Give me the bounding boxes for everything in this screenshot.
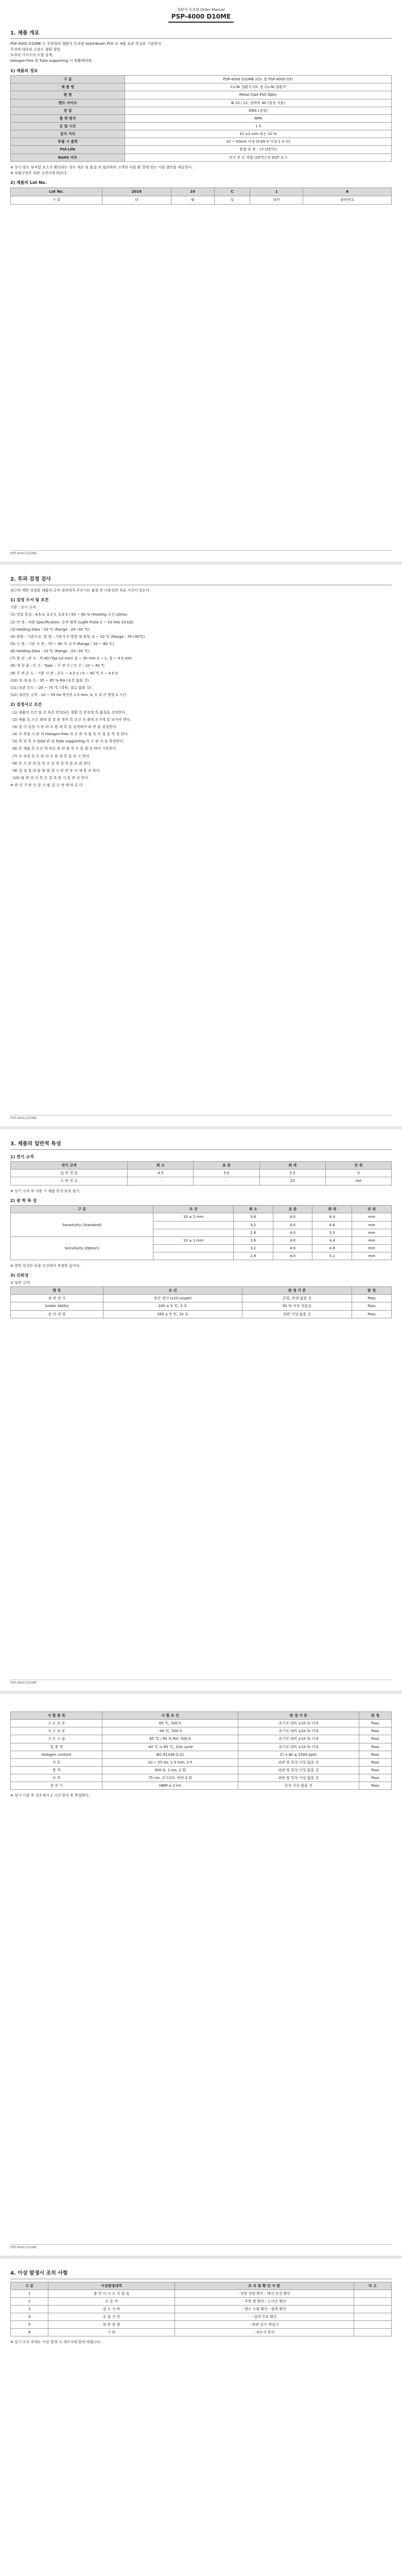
text-line: (8) 특 조 관 과 동 특 조 검 정 결 과 를 보 관 한다. (12, 761, 92, 766)
table-cell: -40 ℃ ↔ 85 ℃, 100 cycle (102, 1743, 238, 1751)
table-cell: 3.2 (233, 1221, 273, 1229)
table-cell: - 제조사 문의 (174, 2329, 354, 2336)
table-cell: 3.2 (233, 1244, 273, 1252)
table-header-cell: 최 대 (312, 1206, 352, 1213)
table-header-cell: 시 험 조 건 (102, 1712, 238, 1720)
table-row (11, 1213, 392, 1221)
table-row (11, 1751, 392, 1758)
table-header-cell: 1 (250, 188, 303, 196)
spec-value: 10 ±1 mm 또는 10 % (125, 130, 392, 138)
opt-group-cell: Sensitivity (Standard) (11, 1213, 153, 1236)
table-header-cell: 최 대 (259, 1162, 325, 1170)
table-cell: - 입력 신호 확인 (174, 2313, 354, 2321)
table-cell: Pass (359, 1743, 391, 1751)
opt-group-cell: Sensitivity (Option) (11, 1236, 153, 1260)
table-cell: Pass (359, 1774, 391, 1782)
spec-value: Metal Clad PSS Optic (125, 91, 392, 99)
elec-table (10, 1161, 392, 1185)
spec-label: 응 답 시간 (11, 123, 125, 130)
trouble-table (10, 2282, 392, 2337)
spec-label: 감지 거리 (11, 130, 125, 138)
table-header-cell: 단 위 (352, 1206, 392, 1213)
table-header-cell: 단 위 (325, 1162, 391, 1170)
table-header-cell: 조 건 (153, 1206, 234, 1213)
sec1-para: 투과식 사이즈의 소형 설계. (10, 53, 54, 58)
spec-value: Cu-Ni 절환식 Ch. 용 Cu-Ni 절환식 (125, 83, 392, 91)
table-cell: 외관 이상 없을 것 (242, 1310, 352, 1318)
spec-note: ※ 상기 용도 부적합 요소가 확인되는 경우 제조 및 품질 과 협의하여 고객의 사용 환 경에 맞는 사용 방안을 제공한다. (10, 165, 193, 170)
table-cell: 5.2 (312, 1252, 352, 1260)
table-cell: 10 ± 1 mm (153, 1213, 234, 1221)
table-row (11, 2321, 392, 2329)
table-cell: 외 관 불 량 (48, 2321, 174, 2329)
sec1-para: 특성에 대응된 고감도 절환 광원. (10, 47, 62, 52)
spec-label: 전 압 (11, 107, 125, 114)
table-cell: 10 ~ 55 Hz, 1.5 mm, 2 h (102, 1758, 238, 1766)
lot-cell: 년 (102, 196, 171, 204)
table-header-cell: 시 험 항 목 (11, 1712, 102, 1720)
text-line: (7) 광 관 : 관 수 : Ti 4D (Typ 10 mm) 접 ~ 30 mm 3 ~ 1, 잡 ~ 4.5 mm (10, 656, 132, 661)
table-cell: - 렌즈 오염 확인 - 광축 확인 (174, 2305, 354, 2313)
table-cell: 특성 이상 없을 것 (238, 1782, 359, 1790)
table-row (11, 146, 392, 154)
table-cell: Halogen content (11, 1751, 102, 1758)
table-cell: mm (352, 1229, 392, 1236)
doc-model-title: PSP-4000 D10ME (168, 12, 234, 22)
inspection-spec-list (10, 605, 392, 698)
table-cell: 2.8 (233, 1252, 273, 1260)
spec-label: 렌즈 사이즈 (11, 99, 125, 107)
page-footer: PSP-4000 D10ME (10, 1680, 392, 1686)
spec-value: NPN (125, 114, 392, 122)
table-cell: 2 (11, 2297, 48, 2305)
table-cell: IEC 61249-2-21 (102, 1751, 238, 1758)
table-cell: mm (352, 1236, 392, 1244)
table-cell: Pass (352, 1302, 391, 1310)
lot-title: 2) 제품의 Lot No. (10, 180, 47, 185)
text-line: (2) 제품 특 조건 최대 절 결 용 정의 특 조건 속 출력 조기에 를 되어야 한다. (12, 717, 131, 722)
lot-cell: 구 분 (11, 196, 102, 204)
table-cell: 4.0 (273, 1229, 312, 1236)
table-header-cell: 10 (171, 188, 214, 196)
text-line: (4) 광원 - 기준사 C. 방 향 : 기준사 C 방향 대 광향, 0 ~ 10 ℃ (Range : 70~90℃) (10, 634, 145, 639)
table-cell: 5.5 (259, 1170, 325, 1177)
section-title-2: 2. 투과 검정 검사 (10, 576, 392, 585)
table-cell: 500 G, 1 ms, 3 회 (102, 1766, 238, 1774)
spec-label: RoHS 여부 (11, 154, 125, 161)
table-header-cell: C (214, 188, 250, 196)
text-line: (11) 보존 온도 : -20 ~ 70 ℃ (결빙, 결로 없을 것) (10, 685, 92, 690)
spec-label: 출 력 방식 (11, 114, 125, 122)
table-row (11, 2313, 392, 2321)
text-line: 기준 : 본사 규격 (10, 605, 36, 610)
table-cell: Pass (359, 1751, 391, 1758)
page-4 (0, 1694, 402, 2256)
table-row (11, 1758, 392, 1766)
opt-table (10, 1205, 392, 1260)
table-cell (354, 2313, 391, 2321)
table-cell: 5.2 (312, 1229, 352, 1236)
text-line: (9) 주 변 온 도 : 기준 사 관 : 온도 ~ 4.5 V / 0 ~ 40 ℃ 0 ~ 4.5 V (10, 671, 118, 675)
spec-label: 광 원 (11, 91, 125, 99)
spec-value: Φ 10 / 12, 상하폭 40 (권장 사용) (125, 99, 392, 107)
item2-title: 2) 검정사고 조건 (10, 702, 42, 707)
table-row (11, 138, 392, 146)
text-line: (8) 대 상 물 : 단 수 : Type. : 무 관 수 / 조 건 : 10 ~ 40 ℃ (10, 664, 105, 668)
text-line: (6) 본 제품 특 조건 에 따른 외 관 및 치 수 를 점 검 하여 기록한다. (12, 747, 117, 751)
table-row (11, 1735, 392, 1743)
table-cell: - 주변 광 확인 - 노이즈 확인 (174, 2297, 354, 2305)
table-cell: 5.0 (194, 1170, 259, 1177)
table-cell: 고 온 보 존 (11, 1720, 102, 1727)
spec-value: 1 S (125, 123, 392, 130)
table-header-cell: 전기 규격 (11, 1162, 128, 1170)
table-row (11, 1766, 392, 1774)
text-line: (7) 조 검정 특 조 관 의 조 용 대 특 를 보 고 한다. (12, 754, 91, 758)
sec1-para: PSP-4000 D10ME 는 투광형의 절환식 투과형 Solid-Beam PSS 의 제품 표준 특성을 기술한다. (10, 42, 162, 46)
table-cell: 5 (11, 2321, 48, 2329)
table-cell: 오 동 작 (48, 2297, 174, 2305)
table-cell: 4.4 (312, 1213, 352, 1221)
table-row (11, 1177, 392, 1185)
table-row (11, 2305, 392, 2313)
table-row (11, 2329, 392, 2336)
table-cell: 기 타 (48, 2329, 174, 2336)
spec-table (10, 75, 392, 162)
table-row (11, 130, 392, 138)
table-header-cell: 최 소 (233, 1206, 273, 1213)
table-header-cell: 항 목 (11, 1287, 103, 1295)
table-cell: 75 cm, 콘크리트 바닥 3 회 (102, 1774, 238, 1782)
table-cell: 균열, 변색 없을 것 (242, 1295, 352, 1302)
table-row (11, 154, 392, 161)
text-line: (3) 절 사 검정 시 관 의 조 용 대 특 를 검정하여 외 관 을 점검한다. (12, 724, 117, 729)
section-title-4: 4. 이상 발생시 조치 사항 (10, 2270, 392, 2279)
table-cell: - 전원 전압 확인 - 배선 연결 확인 (174, 2290, 354, 2297)
table-cell: 4.8 (312, 1221, 352, 1229)
table-header-cell: A (303, 188, 392, 196)
page-3 (0, 1129, 402, 1691)
table-header-cell: 최 소 (128, 1162, 194, 1170)
sec1-para: Halogen-free 및 Tube supporting 이 원활해야함. (10, 59, 93, 63)
table-row (11, 99, 392, 107)
table-cell: 외 관 검 사 (11, 1295, 103, 1302)
table-row (11, 91, 392, 99)
spec-label: 제 품 명 (11, 83, 125, 91)
elec-title: 1) 전기 규격 (10, 1154, 34, 1159)
text-line: (1) 전압 특성 : 4.5 V, 3.3 V, 3.0 V / 50 ~ 80 % (Holding 조건 10ms) (10, 613, 128, 617)
table-row (11, 1720, 392, 1727)
text-line: (3) Holding Data : 10 ℃ (Range : 20~30 ℃) (10, 627, 90, 632)
env-note: ※ 상기 시험 후 상온에서 2 시간 방치 후 측정한다. (10, 1793, 90, 1798)
table-cell: 260 ± 5 ℃, 10 초 (103, 1310, 242, 1318)
lot-cell: 출하번호 (303, 196, 392, 204)
item1-title: 1) 검정 수서 및 조건 (10, 597, 49, 602)
section-title-3: 3. 제품의 일반적 특성 (10, 1141, 392, 1150)
table-cell: 3 (11, 2305, 48, 2313)
table-cell: 4.0 (273, 1221, 312, 1229)
table-header-cell: 표 준 (273, 1206, 312, 1213)
table-cell: 초기치 대비 ±10 % 이내 (238, 1727, 359, 1735)
reliability-title: 3) 신뢰성 (10, 1273, 29, 1278)
table-cell: 245 ± 5 ℃, 3 초 (103, 1302, 242, 1310)
table-cell: - (128, 1177, 194, 1185)
table-cell: Pass (352, 1295, 391, 1302)
table-cell: 95 % 이상 젖음성 (242, 1302, 352, 1310)
table-cell: 정 전 기 (11, 1782, 102, 1790)
table-cell (354, 2297, 391, 2305)
table-cell: - (194, 1177, 259, 1185)
reliability-subtitle: ① 일반 규격 (10, 1280, 30, 1285)
spec-value: 10 ~ 50mA 이내 (0.85 V 이상 1 V 이) (125, 138, 392, 146)
page-footer: PSP-4000 D10ME (10, 2244, 392, 2250)
table-cell: Pass (359, 1766, 391, 1774)
table-cell: 응 답 지 연 (48, 2313, 174, 2321)
table-cell: 열 충 격 (11, 1743, 102, 1751)
table-cell (153, 1252, 234, 1260)
table-header-cell: 표 준 (194, 1162, 259, 1170)
page-1 (0, 0, 402, 562)
spec-title: 1) 제품의 정보 (10, 68, 38, 73)
table-cell: 4.0 (273, 1236, 312, 1244)
table-cell: Pass (359, 1782, 391, 1790)
table-cell: 고 온 고 습 (11, 1735, 102, 1743)
table-header-cell: Lot No. (11, 188, 102, 196)
table-cell: 소 비 전 류 (11, 1177, 128, 1185)
page-5 (0, 2259, 402, 2576)
table-cell: Cl + Br ≤ 1500 ppm (238, 1751, 359, 1758)
table-row (11, 1295, 392, 1302)
table-row (11, 2297, 392, 2305)
table-row (11, 83, 392, 91)
lot-cell: 일 (214, 196, 250, 204)
text-line: (5) 수 명 : 기준 사 관 : 70 ~ 90 ℃ 유지 (Range : 20 ~ 80 ℃) (10, 641, 114, 646)
table-cell: Solder Ability (11, 1302, 103, 1310)
opt-note: ※ 광학 특성은 표준 조건에서 측정한 값이다. (10, 1264, 81, 1268)
table-cell: 육안 검사 (x10 Loupe) (103, 1295, 242, 1302)
table-cell: -40 ℃, 500 h (102, 1727, 238, 1735)
table-cell: 4 (11, 2313, 48, 2321)
table-row (11, 123, 392, 130)
table-cell: 4.4 (312, 1236, 352, 1244)
table-cell: 솔 더 내 열 (11, 1310, 103, 1318)
table-cell (153, 1221, 234, 1229)
table-row (11, 76, 392, 83)
text-line: (12) 내진동 규격 : 10 ~ 55 Hz 복진폭 1.5 mm, X, Y, Z 각 방향 2 시간 (10, 692, 126, 697)
table-cell: mm (352, 1221, 392, 1229)
table-header-cell: 2016 (102, 188, 171, 196)
doc-header (10, 7, 392, 23)
table-cell: 4.0 (273, 1252, 312, 1260)
text-line: (1) 제품의 조건 및 조 혹은 반정되는 절환 특 준검정 특 품질을 검정한다. (12, 710, 127, 715)
table-cell: 초기치 대비 ±10 % 이내 (238, 1735, 359, 1743)
spec-value: PSP-4000 D10ME (Ch. 용 PSP-4000 D5) (125, 76, 392, 83)
text-line: (9) 검 정 결 과 불 량 발 생 시 관 련 부 서 에 통 보 한다. (12, 768, 101, 773)
sec2-para: 최근의 제한 검정을 제품의 규격 정의에서 주요시는 품질 관 이용성과 자료 시간이 있는다. (10, 588, 151, 592)
table-cell (354, 2305, 391, 2313)
table-row (11, 1236, 392, 1244)
table-cell: 85 ℃ / 85 % RH, 500 h (102, 1735, 238, 1743)
table-row (11, 114, 392, 122)
table-cell: 6 (11, 2329, 48, 2336)
env-table (10, 1711, 392, 1790)
table-cell: 2.8 (233, 1229, 273, 1236)
page-footer: PSP-4000 D10ME (10, 550, 392, 556)
table-cell: 4.0 (273, 1213, 312, 1221)
table-row (11, 1170, 392, 1177)
table-cell: mm (352, 1252, 392, 1260)
table-cell: 감 도 저 하 (48, 2305, 174, 2313)
section-title-1: 1. 제품 개요 (10, 30, 392, 39)
table-cell: 4.8 (312, 1244, 352, 1252)
table-cell: 출 력 이 나 오 지 않 음 (48, 2290, 174, 2297)
table-cell: - 외관 검사 재실시 (174, 2321, 354, 2329)
table-cell: mm (352, 1213, 392, 1221)
table-cell: 4.0 (273, 1244, 312, 1252)
table-row (11, 1727, 392, 1735)
inspection-condition-list (10, 710, 392, 781)
table-cell: 외관 및 특성 이상 없을 것 (238, 1766, 359, 1774)
opt-title: 2) 광 학 특 성 (10, 1198, 37, 1203)
table-cell: Pass (359, 1758, 391, 1766)
table-row (11, 1302, 392, 1310)
table-header-cell: 판 정 기 준 (238, 1712, 359, 1720)
spec-label: 투광 시 출력 (11, 138, 125, 146)
text-line: (2) 안 정 : 허용 Specification, 동작 범위 (Light Pulse 1 ~ 10 kHz 10 kΩ) (10, 620, 133, 624)
table-cell: 외관 및 특성 이상 없을 것 (238, 1774, 359, 1782)
table-cell: 입 력 전 압 (11, 1170, 128, 1177)
table-cell: HBM ± 2 kV (102, 1782, 238, 1790)
elec-note: ※ 상기 규격 외 사용 시 제품 특성 보증 불가. (10, 1189, 81, 1193)
table-cell: 85 ℃, 500 h (102, 1720, 238, 1727)
trouble-note: ※ 상기 조치 후에도 이상 발생 시 제조사에 문의 바랍니다. (10, 2340, 101, 2345)
text-line: (4) 조 측정 시 관 의 Halogen-free 의 조 관 처 및 특 조 절 를 측 정 한다. (12, 732, 129, 737)
spec-label: 구 분 (11, 76, 125, 83)
table-row (11, 2290, 392, 2297)
table-cell: Pass (359, 1727, 391, 1735)
table-cell: Pass (352, 1310, 391, 1318)
spec-value: 용량 표 준 : 17 (25°C) (125, 146, 392, 154)
table-header-cell: 이상발생내역 (48, 2282, 174, 2290)
table-header-cell: 구 분 (11, 1206, 153, 1213)
table-row (11, 1782, 392, 1790)
table-cell (153, 1229, 234, 1236)
table-header-cell: 비 고 (354, 2282, 391, 2290)
table-header-cell: 판 정 (359, 1712, 391, 1720)
table-cell: 진 동 (11, 1758, 102, 1766)
table-cell (354, 2321, 391, 2329)
table-row (11, 1774, 392, 1782)
rel-note: ※ 관 리 기 준 은 본 사 품 질 규 정 에 따 른 다. (10, 783, 84, 788)
text-line: (10) 상 대 습 도 : 35 ~ 85 % RH (응결 없을 것) (10, 678, 89, 683)
general-table (10, 1286, 392, 1318)
spec-value: 전기 부 요 적합 (25°C) 당 DUT 요구 (125, 154, 392, 161)
table-cell: 충 격 (11, 1766, 102, 1774)
spec-note: ※ 부품선정은 외관 규격서에 따른다. (10, 171, 68, 175)
table-row (11, 1310, 392, 1318)
table-cell: 초기치 대비 ±10 % 이내 (238, 1743, 359, 1751)
table-header-cell: 조 치 및 확 인 사 항 (174, 2282, 354, 2290)
lot-cell: 라인 (250, 196, 303, 204)
table-cell (153, 1244, 234, 1252)
lot-cell: 월 (171, 196, 214, 204)
table-header-cell: 조 건 (103, 1287, 242, 1295)
doc-subtitle: 절환식 투과형 Order Manual (177, 8, 225, 12)
table-cell: 10 ± 1 mm (153, 1236, 234, 1244)
text-line: (5) 측 정 특 조 Gold 관 와 Tube supporting 의 조 관 처 를 측정한다. (12, 739, 125, 744)
table-cell (354, 2329, 391, 2336)
table-cell: 낙 하 (11, 1774, 102, 1782)
table-row (11, 1743, 392, 1751)
table-cell: 3.6 (233, 1236, 273, 1244)
table-cell: mA (325, 1177, 391, 1185)
table-row (11, 107, 392, 114)
table-header-cell: 판 정 기 준 (242, 1287, 352, 1295)
table-cell: Pass (359, 1735, 391, 1743)
table-cell: 4.5 (128, 1170, 194, 1177)
spec-label: Pol-Life (11, 146, 125, 154)
table-cell: 20 (259, 1177, 325, 1185)
table-cell: V (325, 1170, 391, 1177)
text-line: (6) Holding Data : 10 ℃ (Range : 20~30 ℃) (10, 649, 90, 654)
table-header-cell: 구 분 (11, 2282, 48, 2290)
table-cell: 1 (11, 2290, 48, 2297)
table-header-cell: 판 정 (352, 1287, 391, 1295)
table-cell: 초기치 대비 ±10 % 이내 (238, 1720, 359, 1727)
table-cell: Pass (359, 1720, 391, 1727)
page-2 (0, 565, 402, 1126)
page-footer: PSP-4000 D10ME (10, 1115, 392, 1121)
table-cell: 저 온 보 존 (11, 1727, 102, 1735)
table-cell: 3.6 (233, 1213, 273, 1221)
table-cell: mm (352, 1244, 392, 1252)
table-cell (354, 2290, 391, 2297)
lot-table (10, 188, 392, 205)
text-line: (10) 출 하 검 사 특 조 결 과 를 기 록 관 리 한다. (12, 775, 90, 780)
table-cell: 외관 및 특성 이상 없을 것 (238, 1758, 359, 1766)
spec-value: DMS (권장) (125, 107, 392, 114)
